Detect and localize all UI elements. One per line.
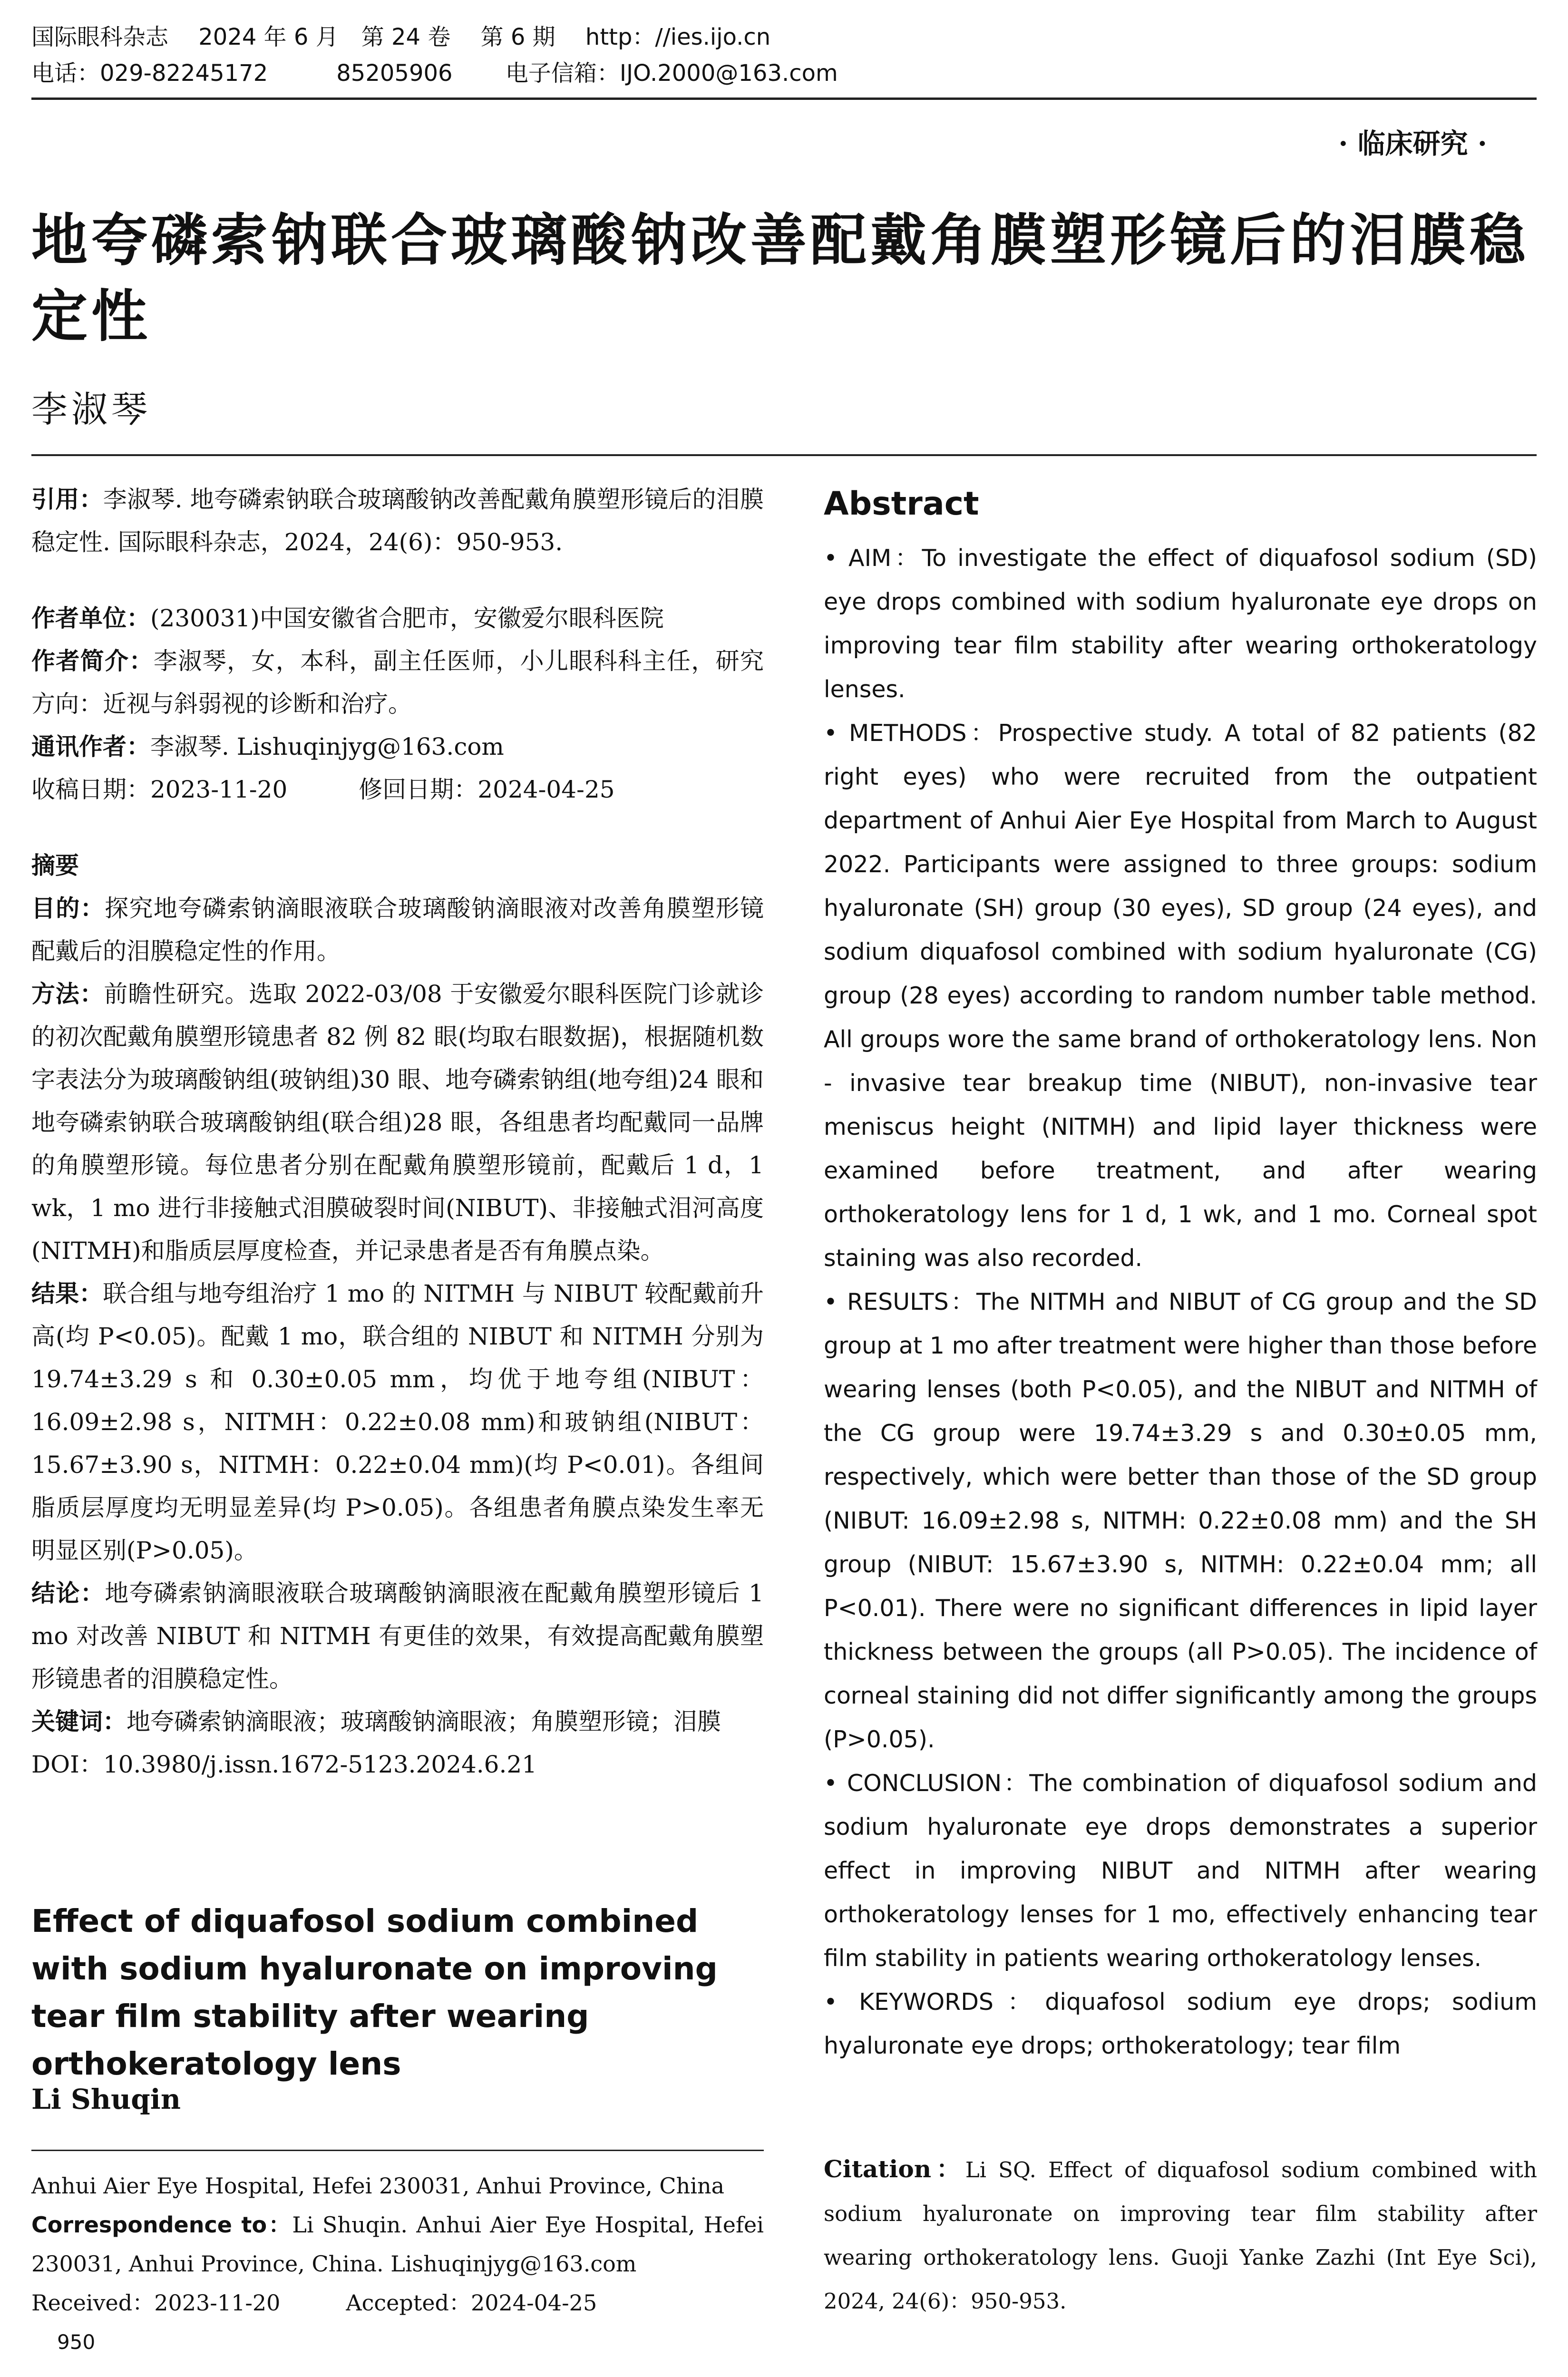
- citation-en-text: Li SQ. Effect of diquafosol sodium combined with sodium hyaluronate on improving tear film stability after wearing orthokeratology lens. Guoji Yanke Zazhi (Int Eye Sci), 2024, 24(6)：950-953.: [824, 2157, 1538, 2314]
- results-text-en: The NITMH and NIBUT of CG group and the SD group at 1 mo after treatment were higher than those before wearing lenses (both P<0.05), and the NIBUT and NITMH of the CG group were 19.74±3.29 s and 0.30±0.05 mm, respectively, which were better than those of the SD group (NIBUT: 16.09±2.98 s, NITMH: 0.22±0.08 mm) and the SH group (NIBUT: 15.67±3.90 s, NITMH: 0.22±0.04 mm; all P<0.01). There were no significant differences in lipid layer thickness between the groups (all P>0.05). The incidence of corneal staining did not differ significantly among the groups (P>0.05).: [824, 1288, 1537, 1753]
- author-bio-text: 李淑琴，女，本科，副主任医师，小儿眼科科主任，研究方向：近视与斜弱视的诊断和治疗。: [31, 647, 764, 718]
- correspondence-en-text: Li Shuqin. Anhui Aier Eye Hospital, Hefei 230031, Anhui Province, China. Lishuqinjyg@163.com: [31, 2212, 764, 2277]
- corresponding-author-label: 通讯作者：: [31, 733, 150, 760]
- methods-text-cn: 前瞻性研究。选取 2022-03/08 于安徽爱尔眼科医院门诊就诊的初次配戴角膜塑形镜患者 82 例 82 眼(均取右眼数据)，根据随机数字表法分为玻璃酸钠组(玻钠组)30 眼、地夸磷索钠组(地夸组)24 眼和地夸磷索钠联合玻璃酸钠组(联合组)28 眼，各组患者均配戴同一品牌的角膜塑形镜。每位患者分别在配戴角膜塑形镜前，配戴后 1 d，1 wk，1 mo 进行非接触式泪膜破裂时间(NIBUT)、非接触式泪河高度(NITMH)和脂质层厚度检查，并记录患者是否有角膜点染。: [31, 980, 764, 1265]
- received-dates-cn: 收稿日期：2023-11-20 修回日期：2024-04-25: [31, 776, 615, 803]
- abstract-methods-cn: [31, 973, 764, 1272]
- abstract-conclusion-en: [824, 1762, 1537, 1980]
- citation-cn-label: 引用：: [31, 486, 103, 513]
- aim-text-en: To investigate the effect of diquafosol sodium (SD) eye drops combined with sodium hyaluronate eye drops on improving tear film stability after wearing orthokeratology lenses.: [824, 545, 1537, 703]
- doi: DOI：10.3980/j.issn.1672-5123.2024.6.21: [31, 1751, 537, 1778]
- abstract-keywords-en: [824, 1980, 1537, 2068]
- section-tag: · 临床研究 ·: [1338, 127, 1487, 160]
- citation-en-label: Citation：: [824, 2155, 965, 2183]
- aim-text-cn: 探究地夸磷索钠滴眼液联合玻璃酸钠滴眼液对改善角膜塑形镜配戴后的泪膜稳定性的作用。: [31, 895, 764, 965]
- title-divider: [31, 454, 1537, 456]
- author-unit-text: (230031)中国安徽省合肥市，安徽爱尔眼科医院: [150, 604, 664, 632]
- author-en: Li Shuqin: [31, 2083, 181, 2115]
- author-bio: [31, 640, 764, 725]
- corresponding-author-text: 李淑琴. Lishuqinjyg@163.com: [150, 733, 504, 760]
- affiliation-divider: [31, 2150, 764, 2151]
- keywords-label-cn: 关键词：: [31, 1708, 127, 1735]
- author-unit: [31, 597, 764, 640]
- article-title-en: Effect of diquafosol sodium combined with sodium hyaluronate on improving tear film stability after wearing orthokeratology lens: [31, 1903, 718, 2082]
- right-column: [824, 480, 1537, 2068]
- spacer: [31, 564, 764, 597]
- author-bio-label: 作者简介：: [31, 647, 154, 675]
- aim-label-cn: 目的：: [31, 895, 105, 922]
- left-column: [31, 478, 764, 1786]
- conclusion-label-cn: 结论：: [31, 1579, 105, 1607]
- spacer: [31, 811, 764, 844]
- conclusion-text-cn: 地夸磷索钠滴眼液联合玻璃酸钠滴眼液在配戴角膜塑形镜后 1 mo 对改善 NIBUT 和 NITMH 有更佳的效果，有效提高配戴角膜塑形镜患者的泪膜稳定性。: [31, 1579, 764, 1693]
- article-title-cn: 地夸磷索钠联合玻璃酸钠改善配戴角膜塑形镜后的泪膜稳定性: [31, 207, 1530, 349]
- keywords-label-en: • KEYWORDS：: [824, 1988, 1045, 2016]
- correspondence-en: [31, 2205, 764, 2283]
- correspondence-en-label: Correspondence to：: [31, 2212, 292, 2238]
- abstract-conclusion-cn: [31, 1572, 764, 1700]
- affiliation-text: Anhui Aier Eye Hospital, Hefei 230031, Anhui Province, China: [31, 2173, 725, 2199]
- keywords-text-en: diquafosol sodium eye drops; sodium hyaluronate eye drops; orthokeratology; tear film: [824, 1988, 1537, 2059]
- affiliation-block: [31, 2166, 764, 2322]
- abstract-results-cn: [31, 1272, 764, 1572]
- header-divider: [31, 97, 1537, 100]
- keywords-text-cn: 地夸磷索钠滴眼液；玻璃酸钠滴眼液；角膜塑形镜；泪膜: [127, 1708, 721, 1735]
- results-label-cn: 结果：: [31, 1280, 103, 1307]
- methods-label-en: • METHODS：: [824, 720, 998, 747]
- page-number: 950: [57, 2330, 96, 2354]
- results-label-en: • RESULTS：: [824, 1288, 976, 1315]
- citation-cn: [31, 478, 764, 564]
- conclusion-text-en: The combination of diquafosol sodium and sodium hyaluronate eye drops demonstrates a superior effect in improving NIBUT and NITMH after wearing orthokeratology lenses for 1 mo, effectively enhancing tear film stability in patients wearing orthokeratology lenses.: [824, 1770, 1537, 1972]
- author-unit-label: 作者单位：: [31, 604, 150, 632]
- abstract-results-en: [824, 1280, 1537, 1762]
- results-text-cn: 联合组与地夸组治疗 1 mo 的 NITMH 与 NIBUT 较配戴前升高(均 P<0.05)。配戴 1 mo，联合组的 NIBUT 和 NITMH 分别为 19.74±3.29 s 和 0.30±0.05 mm，均优于地夸组(NIBUT：16.09±2.98 s，NITMH：0.22±0.08 mm)和玻钠组(NIBUT：15.67±3.90 s，NITMH：0.22±0.04 mm)(均 P<0.01)。各组间脂质层厚度均无明显差异(均 P>0.05)。各组患者角膜点染发生率无明显区别(P>0.05)。: [31, 1280, 764, 1564]
- methods-label-cn: 方法：: [31, 980, 104, 1008]
- methods-text-en: Prospective study. A total of 82 patients (82 right eyes) who were recruited from the outpatient department of Anhui Aier Eye Hospital from March to August 2022. Participants were assigned to three groups: sodium hyaluronate (SH) group (30 eyes), SD group (24 eyes), and sodium diquafosol combined with sodium hyaluronate (CG) group (28 eyes) according to random number table method. All groups wore the same brand of orthokeratology lens. Non - invasive tear breakup time (NIBUT), non-invasive tear meniscus height (NITMH) and lipid layer thickness were examined before treatment, and after wearing orthokeratology lens for 1 d, 1 wk, and 1 mo. Corneal spot staining was also recorded.: [824, 720, 1537, 1272]
- abstract-aim-en: [824, 536, 1537, 711]
- conclusion-label-en: • CONCLUSION：: [824, 1770, 1030, 1797]
- abstract-title-cn: 摘要: [31, 852, 79, 879]
- journal-header-line1: 国际眼科杂志 2024 年 6 月 第 24 卷 第 6 期 http：//ies.ijo.cn: [31, 24, 771, 50]
- corresponding-author: [31, 725, 764, 768]
- citation-en: [824, 2147, 1537, 2323]
- author-cn: 李淑琴: [31, 388, 151, 430]
- journal-header: [31, 19, 1534, 91]
- abstract-aim-cn: [31, 887, 764, 973]
- received-dates-en: Received：2023-11-20 Accepted：2024-04-25: [31, 2290, 597, 2316]
- abstract-methods-en: [824, 711, 1537, 1280]
- aim-label-en: • AIM：: [824, 545, 922, 572]
- citation-cn-text: 李淑琴. 地夸磷索钠联合玻璃酸钠改善配戴角膜塑形镜后的泪膜稳定性. 国际眼科杂志，2024，24(6)：950-953.: [31, 486, 764, 556]
- abstract-heading: Abstract: [824, 485, 979, 523]
- journal-header-line2: 电话：029-82245172 85205906 电子信箱：IJO.2000@163.com: [31, 60, 838, 87]
- keywords-cn: [31, 1700, 764, 1743]
